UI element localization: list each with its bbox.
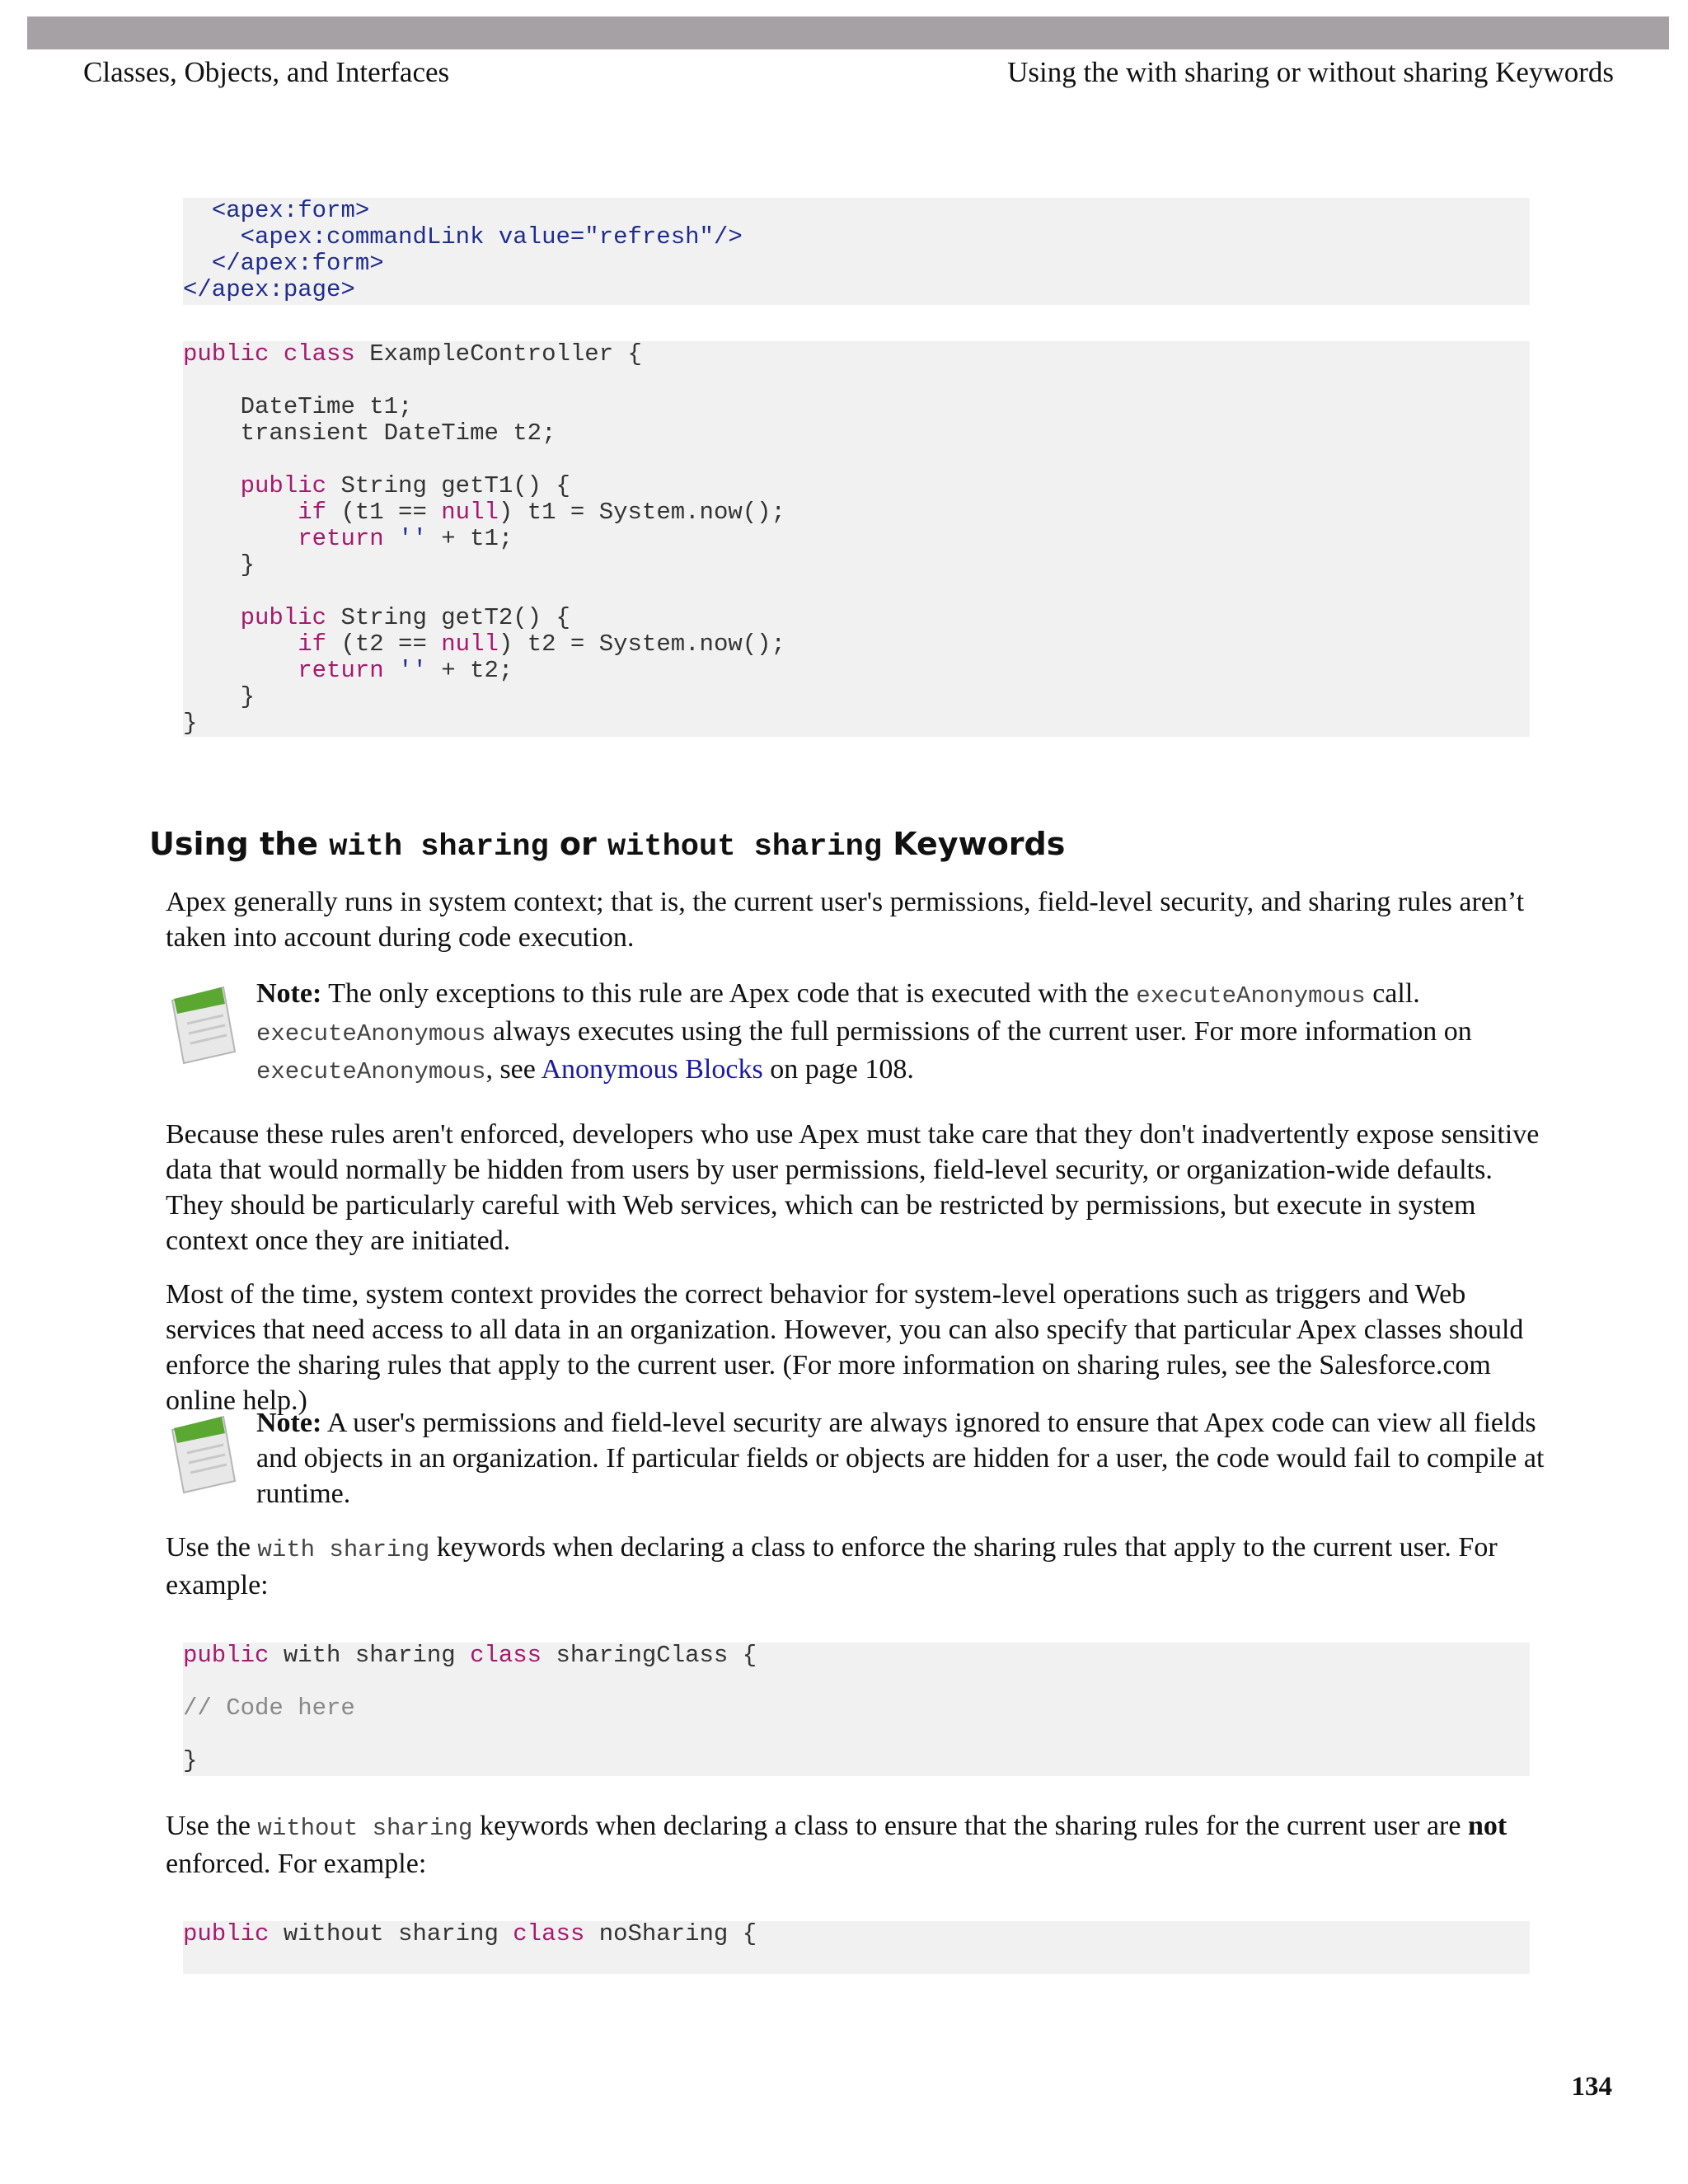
code-line: public with sharing class sharingClass { — [183, 1643, 757, 1669]
code-line: public String getT1() { — [240, 472, 570, 499]
code-line: transient DateTime t2; — [240, 419, 556, 447]
code-line — [183, 447, 1530, 473]
code-line: DateTime t1; — [240, 393, 413, 420]
code-line: </apex:form> — [211, 250, 384, 277]
code-line: } — [183, 1747, 198, 1774]
section-heading: Using the with sharing or without sharing Keywords — [149, 826, 1066, 865]
page-top-bar — [27, 16, 1669, 49]
code-line: <apex:form> — [211, 198, 370, 224]
code-line: public without sharing class noSharing { — [183, 1921, 757, 1947]
paragraph-rules-not-enforced: Because these rules aren't enforced, developers who use Apex must take care that they don't inadvertently expose sensitive data that would normally be hidden from users by user permissions, field-level security, or organization-wide defaults. They should be particularly careful with Web services, which can be restricted by permissions, but execute in system context once they are initiated. — [166, 1119, 1540, 1256]
note-text: Note: A user's permissions and field-level security are always ignored to ensure that Apex code can view all fields and objects in an organization. If particular fields or objects are hidden for a user, the code would fail to compile at runtime. — [256, 1408, 1545, 1509]
code-line: // Code here — [183, 1694, 355, 1722]
note-callout-permissions — [166, 1405, 1550, 1511]
code-block-without-sharing — [183, 1921, 1530, 1974]
paragraph-without-sharing: Use the without sharing keywords when declaring a class to ensure that the sharing rules for the current user are not enforced. For example: — [166, 1811, 1507, 1879]
code-line: } — [240, 551, 256, 579]
running-header-chapter: Classes, Objects, and Interfaces — [83, 56, 450, 88]
anonymous-blocks-link[interactable]: Anonymous Blocks — [541, 1054, 763, 1085]
code-block-example-controller — [183, 341, 1530, 737]
paragraph-system-context-behavior: Most of the time, system context provides the correct behavior for system-level operations such as triggers and Web services that need access to all data in an organization. However, you can also specify that particular Apex classes should enforce the sharing rules that apply to the current user. (For more information on sharing rules, see the Salesforce.com online help.) — [166, 1279, 1524, 1416]
code-line — [183, 368, 1530, 394]
code-line: } — [240, 683, 256, 710]
code-line: public class ExampleController { — [183, 341, 642, 368]
note-icon — [166, 976, 240, 1066]
running-header-section: Using the with sharing or without sharing Keywords — [1007, 56, 1614, 88]
paragraph-system-context: Apex generally runs in system context; that is, the current user's permissions, field-level security, and sharing rules aren’t taken into account during code execution. — [166, 887, 1525, 953]
code-line — [183, 579, 1530, 605]
code-line — [183, 1669, 1530, 1695]
code-line: return '' + t1; — [298, 525, 513, 552]
page-number: 134 — [1571, 2072, 1612, 2102]
note-callout-execute-anonymous — [166, 976, 1550, 1090]
code-line: public String getT2() { — [240, 604, 570, 631]
code-block-visualforce — [183, 198, 1530, 305]
note-text: Note: The only exceptions to this rule are Apex code that is executed with the executeAnonymous call. executeAnonymous always executes using the full permissions of the current user. For more information on executeAnonymous, see Anonymous Blocks on page 108. — [256, 978, 1472, 1085]
code-line: </apex:page> — [183, 276, 355, 303]
code-line — [183, 1722, 1530, 1748]
code-block-with-sharing — [183, 1643, 1530, 1776]
code-line: <apex:commandLink value="refresh"/> — [240, 223, 743, 251]
note-icon — [166, 1405, 240, 1496]
paragraph-with-sharing: Use the with sharing keywords when declaring a class to enforce the sharing rules that apply to the current user. For example: — [166, 1532, 1498, 1601]
code-line: if (t2 == null) t2 = System.now(); — [298, 630, 785, 658]
code-line: } — [183, 710, 198, 737]
code-line: return '' + t2; — [298, 657, 513, 684]
code-line: if (t1 == null) t1 = System.now(); — [298, 499, 785, 526]
